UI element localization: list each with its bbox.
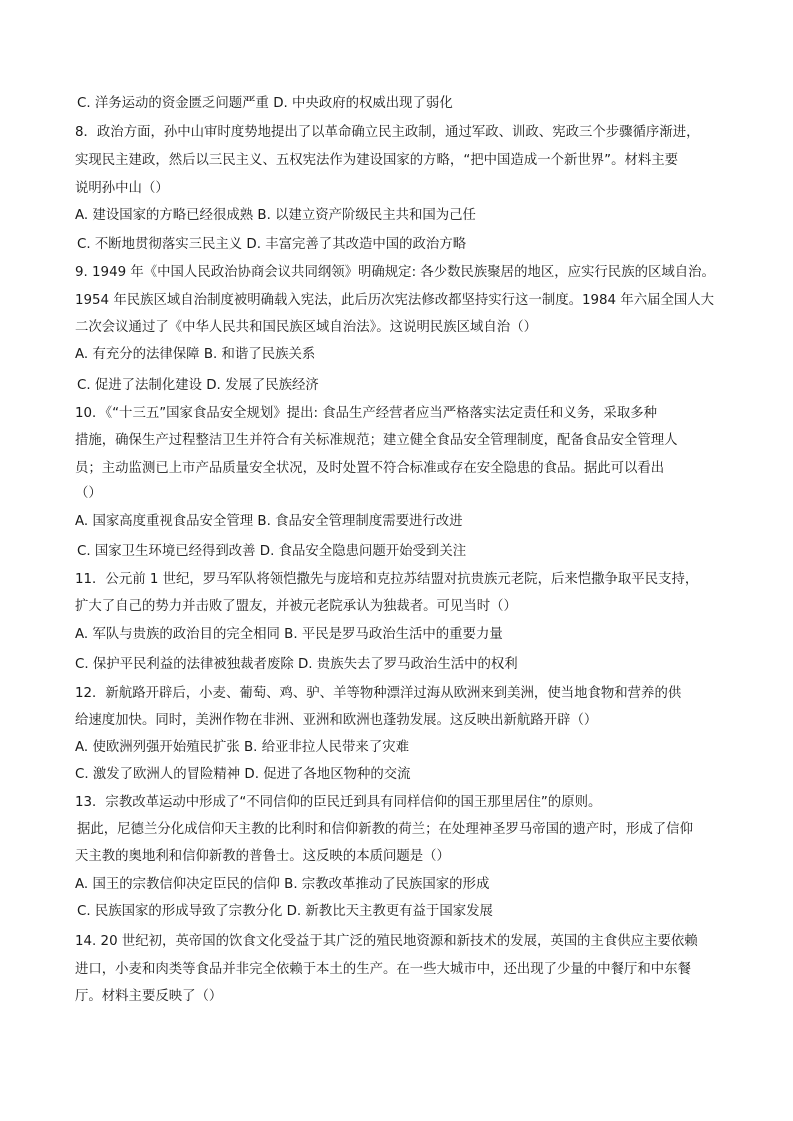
question-12-stem: 12．新航路开辟后，小麦、葡萄、鸡、驴、羊等物种漂洋过海从欧洲来到美洲，使当地食物和营养的供 — [75, 686, 682, 701]
question-9-stem-end: 二次会议通过了《中华人民共和国民族区域自治法》。这说明民族区域自治（） — [75, 320, 537, 335]
question-9-stem: 9. 1949 年《中国人民政治协商会议共同纲领》明确规定: 各少数民族聚居的地区，应实行民族的区域自治。 — [75, 265, 715, 280]
question-8-stem: 8．政治方面，孙中山审时度势地提出了以革命确立民主政制，通过军政、训政、宪政三个步骤循序渐进， — [75, 125, 700, 140]
option-line-ab-q13: A. 国王的宗教信仰决定臣民的信仰 B. 宗教改革推动了民族国家的形成 — [75, 877, 490, 892]
question-10-stem: 10．《“十三五”国家食品安全规划》提出: 食品生产经营者应当严格落实法定责任和义务，采取多种 — [75, 406, 657, 421]
question-12-stem-end: 给速度加快。同时，美洲作物在非洲、亚洲和欧洲也蓬勃发展。这反映出新航路开辟（） — [75, 713, 598, 728]
option-line-cd-q9: C. 促进了法制化建设 D. 发展了民族经济 — [77, 378, 319, 393]
option-line-ab-q11: A. 军队与贵族的政治目的完全相同 B. 平民是罗马政治生活中的重要力量 — [75, 627, 503, 642]
option-line-cd-q8: C. 不断地贯彻落实三民主义 D. 丰富完善了其改造中国的政治方略 — [77, 237, 467, 252]
question-10-stem-cont: 措施，确保生产过程整洁卫生并符合有关标准规范；建立健全食品安全管理制度，配备食品安全管理人 — [75, 433, 678, 448]
question-8-stem-cont: 实现民主建政，然后以三民主义、五权宪法作为建设国家的方略，“把中国造成一个新世界”。材料主要 — [75, 153, 679, 168]
question-14-stem: 14. 20 世纪初，英帝国的饮食文化受益于其广泛的殖民地资源和新技术的发展，英国的主食供应主要依赖 — [75, 934, 698, 949]
option-line-ab-q8: A. 建设国家的方略已经很成熟 B. 以建立资产阶级民主共和国为己任 — [75, 208, 476, 223]
option-line-ab-q12: A. 使欧洲列强开始殖民扩张 B. 给亚非拉人民带来了灾难 — [75, 740, 409, 755]
option-line-cd-q13: C. 民族国家的形成导致了宗教分化 D. 新教比天主教更有益于国家发展 — [77, 904, 493, 919]
question-11-stem-end: 扩大了自己的势力并击败了盟友，并被元老院承认为独裁者。可见当时（） — [75, 599, 517, 614]
option-line-ab-q9: A. 有充分的法律保障 B. 和谐了民族关系 — [75, 347, 316, 362]
question-10-stem-end: （） — [75, 486, 102, 501]
question-10-stem-cont2: 员；主动监测已上市产品质量安全状况，及时处置不符合标准或存在安全隐患的食品。据此可以看出 — [75, 461, 665, 476]
question-11-stem: 11．公元前 1 世纪，罗马军队将领恺撒先与庞培和克拉苏结盟对抗贵族元老院，后来恺撒争取平民支持， — [75, 572, 699, 587]
question-13-stem: 13．宗教改革运动中形成了“不同信仰的臣民迁到具有同样信仰的国王那里居住”的原则。 — [75, 795, 602, 810]
question-13-stem-cont: 据此，尼德兰分化成信仰天主教的比利时和信仰新教的荷兰；在处理神圣罗马帝国的遗产时，形成了信仰 — [77, 822, 693, 837]
question-9-stem-cont: 1954 年民族区域自治制度被明确载入宪法，此后历次宪法修改都坚持实行这一制度。1984 年六届全国人大 — [75, 293, 715, 308]
option-line-cd-q12: C. 激发了欧洲人的冒险精神 D. 促进了各地区物种的交流 — [75, 767, 411, 782]
question-8-stem-end: 说明孙中山（） — [75, 181, 169, 196]
question-13-stem-end: 天主教的奥地利和信仰新教的普鲁士。这反映的本质问题是（） — [75, 849, 450, 864]
option-line-cd-q10: C. 国家卫生环境已经得到改善 D. 食品安全隐患问题开始受到关注 — [77, 544, 467, 559]
question-14-stem-end: 厅。材料主要反映了（） — [75, 989, 223, 1004]
question-14-stem-cont: 进口，小麦和肉类等食品并非完全依赖于本土的生产。在一些大城市中，还出现了少量的中餐厅和中东餐 — [75, 962, 691, 977]
option-line-ab-q10: A. 国家高度重视食品安全管理 B. 食品安全管理制度需要进行改进 — [75, 514, 463, 529]
option-line-cd-q11: C. 保护平民利益的法律被独裁者废除 D. 贵族失去了罗马政治生活中的权利 — [75, 657, 518, 672]
option-line-cd-q7: C. 洋务运动的资金匮乏问题严重 D. 中央政府的权威出现了弱化 — [77, 96, 453, 111]
